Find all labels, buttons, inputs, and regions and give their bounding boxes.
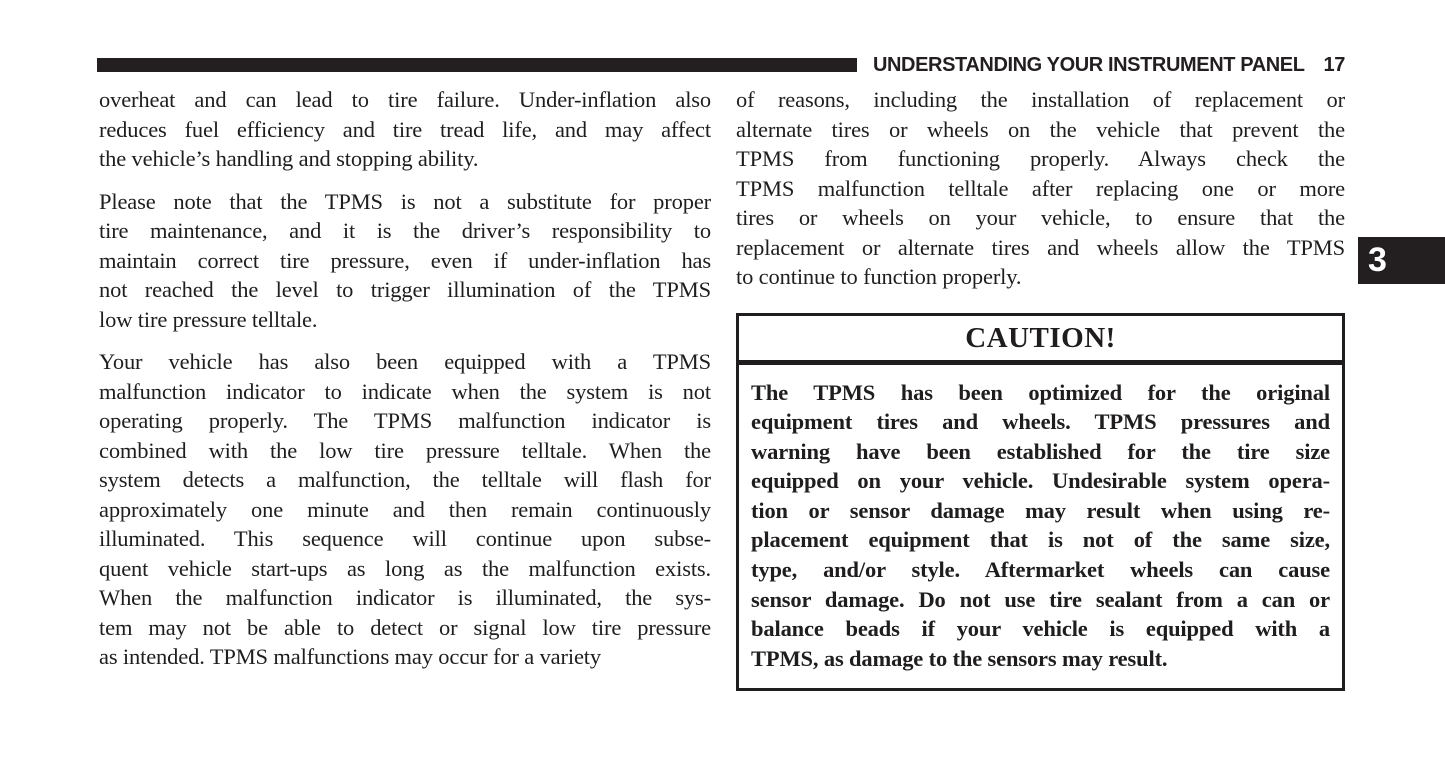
- text-line: not reached the level to trigger illumination of the TPMS: [99, 277, 711, 302]
- body-paragraph: [99, 187, 711, 335]
- text-line: placement equipment that is not of the same size,: [751, 527, 1330, 553]
- body-paragraph: [736, 85, 1345, 292]
- text-line: of reasons, including the installation of replacement or: [736, 87, 1345, 112]
- text-line: approximately one minute and then remain continuously: [99, 496, 711, 522]
- text-line: to continue to function properly.: [736, 264, 1022, 289]
- text-line: system detects a malfunction, the telltale will flash for: [99, 467, 711, 492]
- text-line: balance beads if your vehicle is equipped with a: [751, 616, 1330, 642]
- text-line: type, and/or style. Aftermarket wheels can cause: [751, 557, 1330, 583]
- text-line: low tire pressure telltale.: [99, 306, 318, 332]
- text-line: TPMS, as damage to the sensors may result.: [751, 645, 1168, 671]
- text-line: illuminated. This sequence will continue upon subse-: [99, 526, 711, 551]
- text-line: tires or wheels on your vehicle, to ensure that the: [736, 205, 1345, 230]
- text-line: alternate tires or wheels on the vehicle that prevent the: [736, 116, 1345, 142]
- left-text-column: [99, 85, 711, 685]
- text-line: sensor damage. Do not use tire sealant from a can or: [751, 586, 1330, 612]
- running-header: [97, 52, 1345, 78]
- text-line: tem may not be able to detect or signal low tire pressure: [99, 614, 711, 640]
- text-line: warning have been established for the tire size: [751, 438, 1330, 464]
- header-title: UNDERSTANDING YOUR INSTRUMENT PANEL: [872, 53, 1305, 76]
- header-rule-bar: [97, 58, 857, 72]
- text-line: equipped on your vehicle. Undesirable system opera-: [751, 468, 1330, 494]
- text-line: operating properly. The TPMS malfunction indicator is: [99, 408, 711, 433]
- body-paragraph: [99, 85, 711, 174]
- text-line: reduces fuel efficiency and tire tread life, and may affect: [99, 116, 711, 142]
- text-line: overheat and can lead to tire failure. Under-inflation also: [99, 87, 711, 112]
- text-line: TPMS from functioning properly. Always check the: [736, 146, 1345, 171]
- text-line: When the malfunction indicator is illuminated, the sys-: [99, 585, 711, 610]
- right-text-column: [736, 85, 1345, 691]
- chapter-tab: [1358, 237, 1445, 284]
- text-line: combined with the low tire pressure telltale. When the: [99, 437, 711, 463]
- text-line: Your vehicle has also been equipped with a TPMS: [99, 349, 711, 374]
- text-line: Please note that the TPMS is not a substitute for proper: [99, 188, 711, 214]
- caution-box-title: CAUTION!: [739, 316, 1342, 365]
- caution-box-text: [739, 365, 1342, 689]
- caution-box: [736, 313, 1345, 692]
- text-line: malfunction indicator to indicate when the system is not: [99, 378, 711, 404]
- chapter-tab-number: 3: [1368, 241, 1387, 279]
- text-line: quent vehicle start-ups as long as the malfunction exists.: [99, 555, 711, 581]
- text-line: the vehicle’s handling and stopping ability.: [99, 146, 479, 171]
- text-line: equipment tires and wheels. TPMS pressures and: [751, 409, 1330, 435]
- page-number: 17: [1323, 53, 1345, 76]
- text-line: as intended. TPMS malfunctions may occur for a variety: [99, 644, 601, 669]
- text-line: maintain correct tire pressure, even if under-inflation has: [99, 247, 711, 273]
- text-line: The TPMS has been optimized for the original: [751, 379, 1330, 405]
- text-line: replacement or alternate tires and wheels allow the TPMS: [736, 234, 1345, 260]
- text-line: tire maintenance, and it is the driver’s responsibility to: [99, 218, 711, 243]
- text-line: TPMS malfunction telltale after replacing one or more: [736, 175, 1345, 201]
- text-line: tion or sensor damage may result when using re-: [751, 497, 1330, 523]
- body-paragraph: [99, 347, 711, 672]
